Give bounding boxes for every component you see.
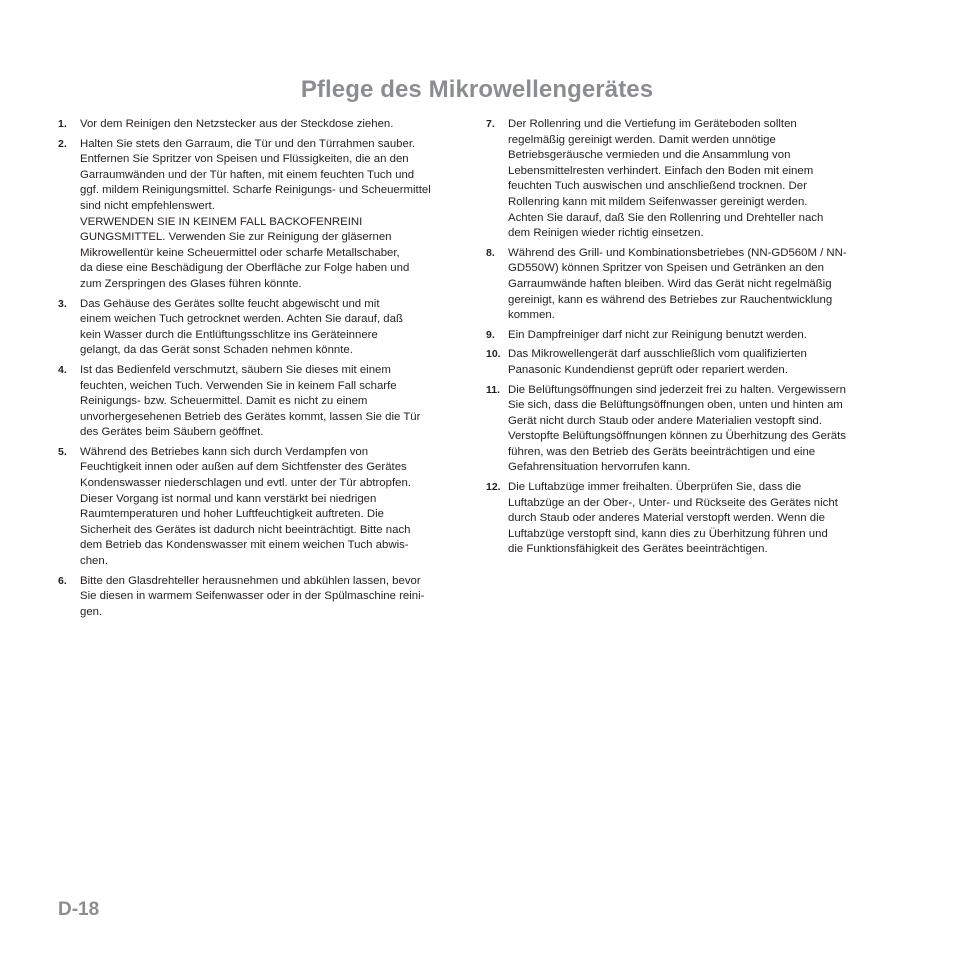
list-item <box>58 117 470 133</box>
list-item <box>486 383 886 477</box>
item-number: 10. <box>486 348 501 361</box>
item-number: 3. <box>58 297 67 310</box>
item-text: Der Rollenring und die Vertiefung im Geräteboden sollten regelmäßig gereinigt werden. Damit werden unnötige Betriebsgeräusche vermieden und die Ansammlung von Lebensmittelresten verhindert. Einfach den Boden mit einem feuchten Tuch auswischen und anschließend trocknen. Der Rollenring kann mit mildem Seifenwasser gereinigt werden. Achten Sie darauf, daß Sie den Rollenring und Drehteller nach dem Reinigen wieder richtig einsetzen. <box>508 118 824 240</box>
list-item <box>486 246 886 324</box>
item-text: Vor dem Reinigen den Netzstecker aus der Steckdose ziehen. <box>80 118 394 130</box>
item-number: 4. <box>58 363 67 376</box>
list-item <box>58 363 470 441</box>
item-number: 11. <box>486 383 501 396</box>
list-item <box>58 574 470 621</box>
list-item <box>486 480 886 558</box>
right-column <box>486 117 886 562</box>
item-text: Das Gehäuse des Gerätes sollte feucht abgewischt und mit einem weichen Tuch getrocknet werden. Achten Sie darauf, daß kein Wasser durch die Entlüftungsschlitze ins Geräteinnere gelangt, da das Gerät sonst Schaden nehmen könnte. <box>80 297 403 357</box>
list-item <box>486 347 886 378</box>
item-text: Während des Betriebes kann sich durch Verdampfen von Feuchtigkeit innen oder außen auf dem Sichtfenster des Gerätes Kondenswasser niederschlagen und evtl. unter der Tür abtropfen. Dieser Vorgang ist normal und kann verstärkt bei niedrigen Raumtemperaturen und hoher Luftfeuchtigkeit auftreten. Die Sicherheit des Gerätes ist dadurch nicht beeinträchtigt. Bitte nach dem Betrieb das Kondenswasser mit einem weichen Tuch abwis- chen. <box>80 445 411 568</box>
item-text: Die Luftabzüge immer freihalten. Überprüfen Sie, dass die Luftabzüge an der Ober-, Unter- und Rückseite des Gerätes nicht durch Staub oder anderes Material verstopft werden. Wenn die Luftabzüge verstopft sind, kann dies zu Überhitzung führen und die Funktionsfähigkeit des Gerätes beeinträchtigen. <box>508 481 838 556</box>
item-text: Das Mikrowellengerät darf ausschließlich vom qualifizierten Panasonic Kundendienst geprüft oder repariert werden. <box>508 348 807 376</box>
item-text: Bitte den Glasdrehteller herausnehmen und abkühlen lassen, bevor Sie diesen in warmem Seifenwasser oder in der Spülmaschine reini- gen. <box>80 574 425 618</box>
item-text: Halten Sie stets den Garraum, die Tür und den Türrahmen sauber. Entfernen Sie Spritzer von Speisen und Flüssigkeiten, die an den Garraumwänden und der Tür haften, mit einem feuchten Tuch und ggf. mildem Reinigungsmittel. Scharfe Reinigungs- und Scheuermittel sind nicht empfehlenswert. VERWENDEN SIE IN KEINEM FALL BACKOFENREINI GUNGSMITTEL. Verwenden Sie zur Reinigung der gläsernen Mikrowellentür keine Scheuermittel oder scharfe Metallschaber, da diese eine Beschädigung der Oberfläche zur Folge haben und zum Zerspringen des Glases führen könnte. <box>80 137 431 290</box>
item-number: 2. <box>58 137 67 150</box>
page-number: D-18 <box>58 899 100 920</box>
item-number: 7. <box>486 118 495 130</box>
list-item <box>58 137 470 293</box>
list-item <box>486 328 886 344</box>
item-number: 6. <box>58 574 67 587</box>
list-item <box>58 297 470 359</box>
item-text: Ein Dampfreiniger darf nicht zur Reinigung benutzt werden. <box>508 328 807 341</box>
list-item <box>58 445 470 570</box>
left-column <box>58 117 470 624</box>
item-text: Ist das Bedienfeld verschmutzt, säubern Sie dieses mit einem feuchten, weichen Tuch. Verwenden Sie in keinem Fall scharfe Reinigungs- bzw. Scheuermittel. Damit es nicht zu einem unvorhergesehenen Betrieb des Gerätes kommt, lassen Sie die Tür des Gerätes beim Säubern geöffnet. <box>80 363 421 439</box>
list-item <box>486 117 886 242</box>
item-number: 9. <box>486 328 495 341</box>
item-text: Die Belüftungsöffnungen sind jederzeit frei zu halten. Vergewissern Sie sich, dass die Belüftungsöffnungen oben, unten und hinten am Gerät nicht durch Staub oder andere Materialien vestopft sind. Verstopfte Belüftungsöffnungen können zu Überhitzung des Geräts führen, was den Betrieb des Geräts beeinträchtigen und eine Gefahrensituation hervorrufen kann. <box>508 383 846 474</box>
item-number: 8. <box>486 246 495 259</box>
item-number: 1. <box>58 118 67 130</box>
item-number: 5. <box>58 445 67 458</box>
page-title: Pflege des Mikrowellengerätes <box>300 76 654 104</box>
item-text: Während des Grill- und Kombinationsbetriebes (NN-GD560M / NN- GD550W) können Spritzer von Speisen und Getränken an den Garraumwände haften bleiben. Wird das Gerät nicht regelmäßig gereinigt, kann es während des Betriebes zur Rauchentwicklung kommen. <box>508 246 847 322</box>
item-number: 12. <box>486 481 501 494</box>
